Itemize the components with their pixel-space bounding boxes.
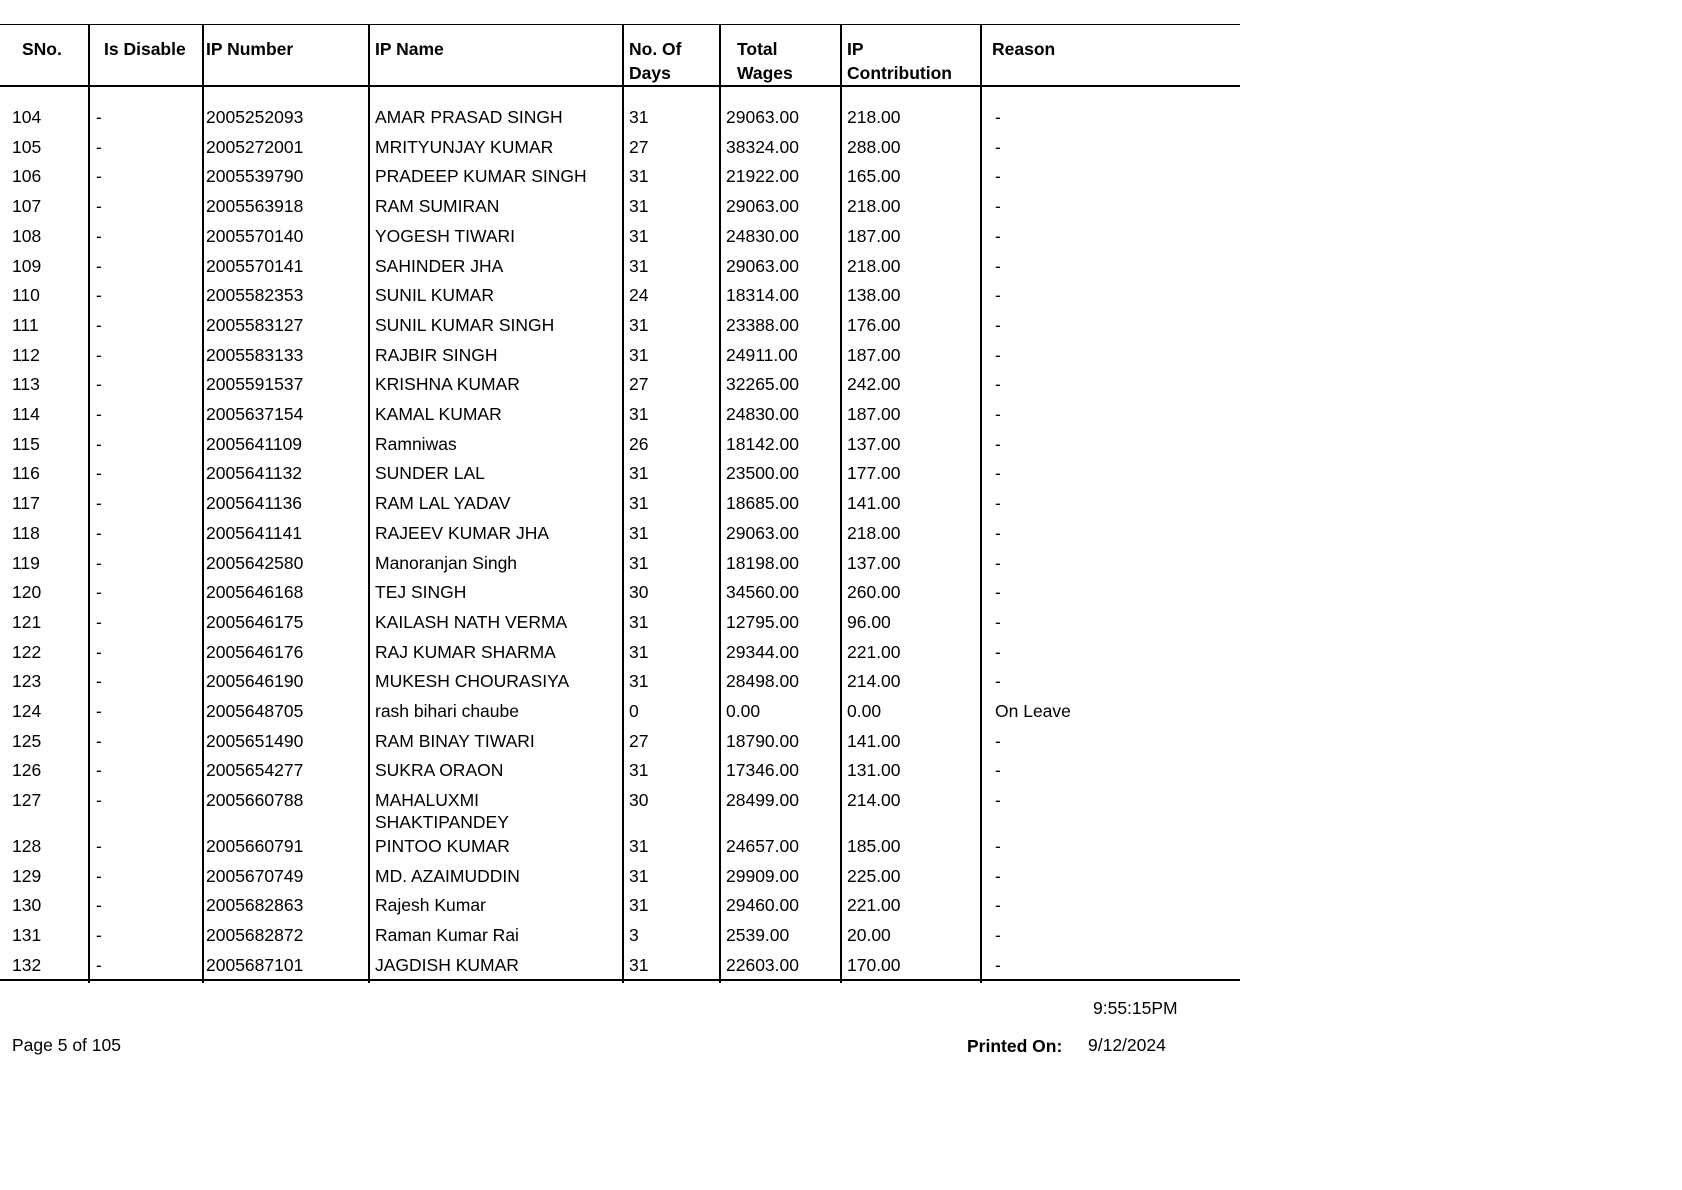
cell-reason: - [995, 166, 1001, 187]
cell-is-disable: - [96, 924, 102, 945]
cell-is-disable: - [96, 671, 102, 692]
cell-reason: - [995, 954, 1001, 975]
cell-reason: - [995, 760, 1001, 781]
cell-no-of-days: 31 [629, 404, 649, 424]
cell-is-disable: - [96, 760, 102, 781]
cell-reason: - [995, 255, 1001, 276]
cell-sno: 117 [12, 493, 40, 514]
cell-sno: 119 [12, 552, 40, 573]
cell-ip-number: 2005252093 [206, 107, 304, 127]
cell-total-wages: 24830.00 [726, 225, 799, 246]
cell-reason: - [995, 924, 1001, 945]
cell-is-disable: - [96, 701, 102, 721]
cell-sno: 123 [12, 671, 42, 692]
table-bottom-rule [0, 979, 1240, 981]
cell-no-of-days: 31 [629, 954, 649, 975]
cell-no-of-days: 31 [629, 166, 649, 187]
cell-total-wages: 23388.00 [726, 314, 799, 335]
cell-is-disable: - [96, 344, 102, 365]
cell-total-wages: 21922.00 [726, 166, 799, 187]
cell-ip-name: RAM SUMIRAN [375, 196, 500, 217]
cell-sno: 114 [12, 404, 40, 424]
cell-is-disable: - [96, 196, 102, 217]
cell-ip-name: RAJEEV KUMAR JHA [375, 522, 550, 543]
cell-reason: - [995, 865, 1001, 886]
cell-ip-contribution: 218.00 [847, 107, 901, 127]
cell-ip-contribution: 214.00 [847, 671, 901, 692]
cell-reason: - [995, 835, 1001, 856]
cell-no-of-days: 31 [629, 835, 649, 856]
cell-reason: - [995, 285, 1001, 306]
cell-ip-contribution: 185.00 [847, 835, 901, 856]
cell-no-of-days: 31 [629, 493, 649, 514]
cell-ip-number: 2005646175 [206, 611, 304, 632]
cell-ip-contribution: 176.00 [847, 314, 901, 335]
cell-ip-number: 2005570141 [206, 255, 304, 276]
cell-ip-name: KAMAL KUMAR [375, 404, 502, 424]
cell-is-disable: - [96, 954, 102, 975]
header-no-of-days [629, 38, 682, 85]
cell-sno: 110 [12, 285, 40, 306]
cell-no-of-days: 31 [629, 107, 649, 127]
cell-ip-contribution: 177.00 [847, 463, 901, 484]
cell-total-wages: 0.00 [726, 701, 761, 721]
cell-no-of-days: 31 [629, 552, 649, 573]
cell-is-disable: - [96, 314, 102, 335]
cell-ip-contribution: 214.00 [847, 790, 901, 811]
column-divider [980, 25, 982, 983]
cell-reason: - [995, 582, 1001, 603]
cell-ip-number: 2005591537 [206, 374, 304, 395]
cell-total-wages: 29063.00 [726, 107, 799, 127]
cell-is-disable: - [96, 865, 102, 886]
printed-time: 9:55:15PM [1093, 998, 1178, 1018]
cell-sno: 115 [12, 433, 40, 454]
cell-reason: - [995, 463, 1001, 484]
cell-reason: - [995, 196, 1001, 217]
cell-ip-contribution: 141.00 [847, 493, 901, 514]
cell-reason: - [995, 730, 1001, 751]
cell-sno: 111 [12, 314, 39, 335]
cell-reason: - [995, 225, 1001, 246]
cell-ip-contribution: 170.00 [847, 954, 901, 975]
cell-no-of-days: 27 [629, 136, 649, 157]
header-ip-number: IP Number [206, 39, 294, 59]
cell-reason: - [995, 895, 1001, 916]
cell-is-disable: - [96, 895, 102, 916]
column-divider [719, 25, 721, 983]
header-total-wages-line1: Total [737, 39, 778, 59]
cell-ip-name: JAGDISH KUMAR [375, 954, 519, 975]
cell-is-disable: - [96, 493, 102, 514]
cell-sno: 126 [12, 760, 42, 781]
cell-ip-name: RAM LAL YADAV [375, 493, 511, 514]
column-divider [368, 25, 370, 983]
cell-ip-contribution: 242.00 [847, 374, 901, 395]
printed-on-label: Printed On: [967, 1036, 1063, 1056]
cell-sno: 127 [12, 790, 42, 811]
cell-total-wages: 29063.00 [726, 255, 799, 276]
cell-reason: - [995, 552, 1001, 573]
cell-is-disable: - [96, 166, 102, 187]
cell-total-wages: 29063.00 [726, 196, 799, 217]
cell-no-of-days: 31 [629, 196, 649, 217]
cell-sno: 121 [12, 611, 42, 632]
cell-ip-number: 2005641109 [206, 433, 303, 454]
cell-total-wages: 18790.00 [726, 730, 799, 751]
cell-ip-contribution: 137.00 [847, 552, 901, 573]
cell-ip-name: Ramniwas [375, 433, 457, 454]
cell-ip-number: 2005646176 [206, 641, 304, 662]
printed-on-date: 9/12/2024 [1088, 1035, 1166, 1055]
cell-ip-name: Manoranjan Singh [375, 552, 518, 573]
cell-ip-name-line2: SHAKTIPANDEY [375, 812, 509, 833]
cell-reason: - [995, 611, 1001, 632]
cell-total-wages: 2539.00 [726, 924, 790, 945]
cell-ip-name: AMAR PRASAD SINGH [375, 107, 563, 127]
cell-ip-name: PINTOO KUMAR [375, 835, 510, 856]
cell-ip-name: SUNIL KUMAR [375, 285, 494, 306]
cell-is-disable: - [96, 463, 102, 484]
cell-total-wages: 24911.00 [726, 344, 798, 365]
cell-is-disable: - [96, 790, 102, 811]
cell-total-wages: 12795.00 [726, 611, 799, 632]
cell-sno: 118 [12, 522, 40, 543]
cell-no-of-days: 31 [629, 255, 649, 276]
cell-ip-name: RAM BINAY TIWARI [375, 730, 535, 751]
header-bottom-rule [0, 85, 1240, 87]
cell-reason: - [995, 344, 1001, 365]
cell-sno: 122 [12, 641, 42, 662]
cell-reason: - [995, 790, 1001, 811]
cell-total-wages: 28498.00 [726, 671, 799, 692]
cell-ip-number: 2005583133 [206, 344, 304, 365]
cell-no-of-days: 31 [629, 522, 649, 543]
cell-ip-number: 2005563918 [206, 196, 304, 217]
cell-is-disable: - [96, 136, 102, 157]
cell-ip-name: TEJ SINGH [375, 582, 467, 603]
cell-ip-contribution: 20.00 [847, 924, 891, 945]
cell-ip-name: SUNDER LAL [375, 463, 485, 484]
cell-ip-number: 2005682863 [206, 895, 304, 916]
cell-sno: 109 [12, 255, 42, 276]
cell-ip-name: MUKESH CHOURASIYA [375, 671, 570, 692]
cell-sno: 131 [12, 924, 42, 945]
cell-ip-name: SAHINDER JHA [375, 255, 504, 276]
header-ip-contribution-line1: IP [847, 39, 864, 59]
cell-is-disable: - [96, 552, 102, 573]
header-no-of-days-line2: Days [629, 62, 671, 83]
cell-ip-name: KAILASH NATH VERMA [375, 611, 568, 632]
cell-ip-number: 2005654277 [206, 760, 304, 781]
cell-sno: 129 [12, 865, 42, 886]
cell-ip-name: YOGESH TIWARI [375, 225, 516, 246]
cell-sno: 112 [12, 344, 40, 365]
cell-total-wages: 18314.00 [726, 285, 799, 306]
cell-sno: 130 [12, 895, 42, 916]
cell-ip-name: SUKRA ORAON [375, 760, 504, 781]
cell-total-wages: 17346.00 [726, 760, 799, 781]
table-top-rule [0, 24, 1240, 25]
cell-no-of-days: 31 [629, 314, 649, 335]
cell-ip-contribution: 141.00 [847, 730, 901, 751]
cell-total-wages: 18142.00 [726, 433, 799, 454]
cell-total-wages: 24657.00 [726, 835, 799, 856]
cell-ip-name: rash bihari chaube [375, 701, 519, 721]
cell-no-of-days: 31 [629, 344, 649, 365]
cell-ip-contribution: 187.00 [847, 225, 901, 246]
header-is-disable: Is Disable [104, 39, 186, 59]
cell-is-disable: - [96, 835, 102, 856]
cell-sno: 132 [12, 954, 42, 975]
cell-no-of-days: 0 [629, 701, 639, 721]
column-divider [622, 25, 624, 983]
column-divider [840, 25, 842, 983]
cell-no-of-days: 31 [629, 641, 649, 662]
cell-no-of-days: 31 [629, 895, 649, 916]
cell-sno: 104 [12, 107, 42, 127]
cell-ip-number: 2005641141 [206, 522, 303, 543]
cell-ip-number: 2005272001 [206, 136, 304, 157]
column-divider [88, 25, 90, 983]
cell-reason: - [995, 136, 1001, 157]
cell-ip-number: 2005642580 [206, 552, 304, 573]
cell-sno: 125 [12, 730, 42, 751]
cell-total-wages: 34560.00 [726, 582, 799, 603]
cell-ip-name: SUNIL KUMAR SINGH [375, 314, 555, 335]
cell-ip-number: 2005582353 [206, 285, 304, 306]
cell-is-disable: - [96, 730, 102, 751]
cell-total-wages: 24830.00 [726, 404, 799, 424]
cell-ip-contribution: 96.00 [847, 611, 891, 632]
cell-ip-name: Rajesh Kumar [375, 895, 486, 916]
cell-ip-name: MRITYUNJAY KUMAR [375, 136, 554, 157]
cell-ip-number: 2005660791 [206, 835, 304, 856]
cell-ip-contribution: 187.00 [847, 404, 901, 424]
cell-ip-contribution: 218.00 [847, 522, 901, 543]
cell-total-wages: 29460.00 [726, 895, 799, 916]
cell-ip-number: 2005583127 [206, 314, 304, 335]
cell-ip-contribution: 221.00 [847, 641, 901, 662]
cell-sno: 113 [12, 374, 40, 395]
cell-is-disable: - [96, 255, 102, 276]
cell-no-of-days: 30 [629, 582, 649, 603]
cell-ip-contribution: 137.00 [847, 433, 901, 454]
cell-total-wages: 29063.00 [726, 522, 799, 543]
cell-ip-contribution: 0.00 [847, 701, 882, 721]
cell-no-of-days: 3 [629, 924, 639, 945]
header-ip-name: IP Name [375, 39, 444, 59]
cell-no-of-days: 31 [629, 865, 649, 886]
cell-ip-contribution: 225.00 [847, 865, 901, 886]
cell-reason: - [995, 107, 1001, 127]
header-total-wages-line2: Wages [737, 62, 793, 83]
cell-no-of-days: 27 [629, 730, 649, 751]
cell-ip-name: MAHALUXMI [375, 790, 480, 811]
cell-no-of-days: 31 [629, 611, 649, 632]
cell-is-disable: - [96, 522, 102, 543]
cell-ip-number: 2005651490 [206, 730, 304, 751]
cell-ip-name: Raman Kumar Rai [375, 924, 519, 945]
cell-sno: 107 [12, 196, 42, 217]
column-divider [202, 25, 204, 983]
cell-reason: - [995, 314, 1001, 335]
cell-sno: 124 [12, 701, 42, 721]
cell-total-wages: 32265.00 [726, 374, 799, 395]
cell-no-of-days: 27 [629, 374, 649, 395]
cell-reason: - [995, 641, 1001, 662]
cell-sno: 120 [12, 582, 42, 603]
header-ip-contribution-line2: Contribution [847, 62, 952, 83]
cell-ip-name: RAJ KUMAR SHARMA [375, 641, 556, 662]
cell-sno: 116 [12, 463, 40, 484]
cell-no-of-days: 26 [629, 433, 649, 454]
cell-ip-name: MD. AZAIMUDDIN [375, 865, 520, 886]
cell-sno: 108 [12, 225, 42, 246]
cell-is-disable: - [96, 433, 102, 454]
cell-ip-contribution: 138.00 [847, 285, 901, 306]
header-no-of-days-line1: No. Of [629, 39, 682, 59]
cell-no-of-days: 24 [629, 285, 649, 306]
cell-reason: - [995, 493, 1001, 514]
cell-ip-contribution: 131.00 [847, 760, 901, 781]
cell-no-of-days: 30 [629, 790, 649, 811]
cell-reason: - [995, 433, 1001, 454]
cell-is-disable: - [96, 225, 102, 246]
cell-sno: 128 [12, 835, 42, 856]
cell-ip-contribution: 288.00 [847, 136, 901, 157]
cell-ip-number: 2005687101 [206, 954, 304, 975]
cell-total-wages: 28499.00 [726, 790, 799, 811]
cell-is-disable: - [96, 107, 102, 127]
cell-reason: - [995, 404, 1001, 424]
cell-sno: 105 [12, 136, 42, 157]
cell-ip-number: 2005646168 [206, 582, 304, 603]
cell-ip-number: 2005637154 [206, 404, 304, 424]
cell-ip-contribution: 218.00 [847, 196, 901, 217]
header-reason: Reason [992, 39, 1056, 59]
header-total-wages [737, 38, 793, 85]
cell-ip-contribution: 218.00 [847, 255, 901, 276]
cell-sno: 106 [12, 166, 42, 187]
cell-ip-number: 2005660788 [206, 790, 304, 811]
cell-ip-name: KRISHNA KUMAR [375, 374, 520, 395]
cell-ip-number: 2005641132 [206, 463, 303, 484]
cell-no-of-days: 31 [629, 225, 649, 246]
cell-ip-contribution: 187.00 [847, 344, 901, 365]
cell-total-wages: 23500.00 [726, 463, 799, 484]
cell-is-disable: - [96, 582, 102, 603]
cell-is-disable: - [96, 404, 102, 424]
cell-reason: On Leave [995, 701, 1071, 721]
cell-reason: - [995, 522, 1001, 543]
cell-ip-contribution: 165.00 [847, 166, 901, 187]
cell-total-wages: 38324.00 [726, 136, 799, 157]
cell-ip-contribution: 221.00 [847, 895, 901, 916]
cell-total-wages: 18685.00 [726, 493, 799, 514]
cell-reason: - [995, 671, 1001, 692]
cell-ip-number: 2005670749 [206, 865, 304, 886]
cell-total-wages: 18198.00 [726, 552, 799, 573]
cell-ip-name: RAJBIR SINGH [375, 344, 498, 365]
cell-ip-number: 2005648705 [206, 701, 304, 721]
header-ip-contribution [847, 38, 952, 85]
cell-is-disable: - [96, 285, 102, 306]
cell-total-wages: 22603.00 [726, 954, 799, 975]
cell-is-disable: - [96, 611, 102, 632]
cell-total-wages: 29344.00 [726, 641, 799, 662]
cell-reason: - [995, 374, 1001, 395]
cell-is-disable: - [96, 641, 102, 662]
cell-ip-name: PRADEEP KUMAR SINGH [375, 166, 587, 187]
cell-no-of-days: 31 [629, 463, 649, 484]
cell-ip-number: 2005641136 [206, 493, 303, 514]
cell-no-of-days: 31 [629, 760, 649, 781]
cell-ip-number: 2005570140 [206, 225, 304, 246]
cell-ip-contribution: 260.00 [847, 582, 901, 603]
cell-ip-number: 2005539790 [206, 166, 304, 187]
cell-ip-number: 2005682872 [206, 924, 304, 945]
page-indicator: Page 5 of 105 [12, 1035, 121, 1055]
cell-is-disable: - [96, 374, 102, 395]
cell-no-of-days: 31 [629, 671, 649, 692]
header-sno: SNo. [22, 39, 62, 59]
cell-total-wages: 29909.00 [726, 865, 799, 886]
cell-ip-number: 2005646190 [206, 671, 304, 692]
